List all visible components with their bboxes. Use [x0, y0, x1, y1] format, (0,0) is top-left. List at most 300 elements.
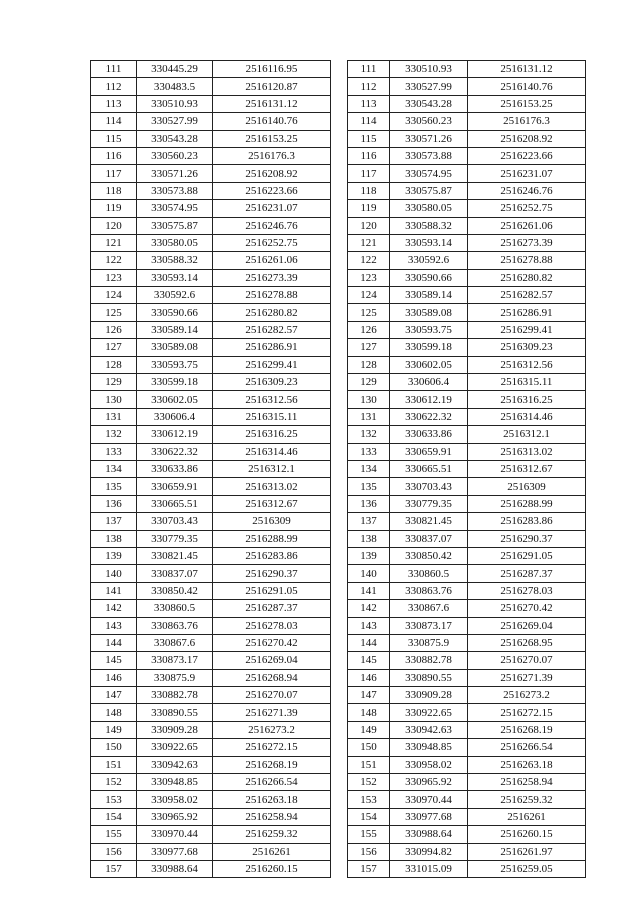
y-coordinate-cell: 2516291.05	[468, 547, 586, 564]
point-number-cell: 116	[91, 147, 137, 164]
y-coordinate-cell: 2516312.1	[468, 426, 586, 443]
point-number-cell: 151	[91, 756, 137, 773]
point-number-cell: 128	[348, 356, 390, 373]
x-coordinate-cell: 330590.66	[137, 304, 213, 321]
x-coordinate-cell: 330599.18	[137, 374, 213, 391]
point-number-cell: 119	[348, 200, 390, 217]
table-row	[91, 756, 331, 773]
y-coordinate-cell: 2516309.23	[468, 339, 586, 356]
table-row	[91, 565, 331, 582]
table-row	[91, 600, 331, 617]
point-number-cell: 112	[91, 78, 137, 95]
table-row	[348, 426, 586, 443]
x-coordinate-cell: 330665.51	[390, 460, 468, 477]
table-row	[348, 791, 586, 808]
y-coordinate-cell: 2516312.56	[468, 356, 586, 373]
table-row	[91, 269, 331, 286]
table-row	[91, 843, 331, 860]
point-number-cell: 120	[348, 217, 390, 234]
y-coordinate-cell: 2516312.56	[213, 391, 331, 408]
y-coordinate-cell: 2516268.19	[213, 756, 331, 773]
table-row	[91, 234, 331, 251]
x-coordinate-cell: 330703.43	[137, 513, 213, 530]
x-coordinate-cell: 330588.32	[137, 252, 213, 269]
table-row	[91, 513, 331, 530]
point-number-cell: 114	[91, 113, 137, 130]
point-number-cell: 143	[348, 617, 390, 634]
table-row	[91, 78, 331, 95]
x-coordinate-cell: 330922.65	[390, 704, 468, 721]
y-coordinate-cell: 2516176.3	[468, 113, 586, 130]
point-number-cell: 123	[348, 269, 390, 286]
y-coordinate-cell: 2516153.25	[468, 95, 586, 112]
point-number-cell: 157	[91, 860, 137, 877]
table-row	[348, 495, 586, 512]
point-number-cell: 142	[348, 600, 390, 617]
point-number-cell: 151	[348, 756, 390, 773]
y-coordinate-cell: 2516153.25	[213, 130, 331, 147]
x-coordinate-cell: 330589.14	[137, 321, 213, 338]
x-coordinate-cell: 330970.44	[137, 826, 213, 843]
x-coordinate-cell: 330593.14	[390, 234, 468, 251]
y-coordinate-cell: 2516280.82	[468, 269, 586, 286]
y-coordinate-cell: 2516290.37	[468, 530, 586, 547]
x-coordinate-cell: 330589.08	[137, 339, 213, 356]
x-coordinate-cell: 330543.28	[137, 130, 213, 147]
y-coordinate-cell: 2516273.2	[213, 721, 331, 738]
point-number-cell: 116	[348, 147, 390, 164]
table-row	[348, 721, 586, 738]
point-number-cell: 131	[348, 408, 390, 425]
x-coordinate-cell: 330527.99	[390, 78, 468, 95]
x-coordinate-cell: 330948.85	[137, 774, 213, 791]
y-coordinate-cell: 2516278.88	[213, 287, 331, 304]
y-coordinate-cell: 2516246.76	[213, 217, 331, 234]
y-coordinate-cell: 2516312.67	[468, 460, 586, 477]
y-coordinate-cell: 2516315.11	[213, 408, 331, 425]
x-coordinate-cell: 330602.05	[390, 356, 468, 373]
x-coordinate-cell: 330821.45	[390, 513, 468, 530]
table-row	[91, 217, 331, 234]
x-coordinate-cell: 330633.86	[390, 426, 468, 443]
y-coordinate-cell: 2516261.97	[468, 843, 586, 860]
x-coordinate-cell: 330589.14	[390, 287, 468, 304]
x-coordinate-cell: 330571.26	[390, 130, 468, 147]
y-coordinate-cell: 2516120.87	[213, 78, 331, 95]
point-number-cell: 119	[91, 200, 137, 217]
point-number-cell: 157	[348, 860, 390, 877]
point-number-cell: 132	[348, 426, 390, 443]
y-coordinate-cell: 2516273.39	[213, 269, 331, 286]
x-coordinate-cell: 330612.19	[390, 391, 468, 408]
point-number-cell: 121	[348, 234, 390, 251]
x-coordinate-cell: 330867.6	[390, 600, 468, 617]
point-number-cell: 149	[91, 721, 137, 738]
table-row	[348, 582, 586, 599]
table-row	[348, 513, 586, 530]
x-coordinate-cell: 330574.95	[390, 165, 468, 182]
x-coordinate-cell: 330593.75	[390, 321, 468, 338]
point-number-cell: 142	[91, 600, 137, 617]
y-coordinate-cell: 2516261.06	[213, 252, 331, 269]
point-number-cell: 154	[348, 808, 390, 825]
point-number-cell: 147	[91, 687, 137, 704]
point-number-cell: 145	[91, 652, 137, 669]
table-row	[91, 808, 331, 825]
point-number-cell: 141	[348, 582, 390, 599]
y-coordinate-cell: 2516312.67	[213, 495, 331, 512]
point-number-cell: 155	[348, 826, 390, 843]
x-coordinate-cell: 330909.28	[390, 687, 468, 704]
x-coordinate-cell: 330606.4	[390, 374, 468, 391]
table-row	[91, 356, 331, 373]
x-coordinate-cell: 330970.44	[390, 791, 468, 808]
table-row	[348, 460, 586, 477]
x-coordinate-cell: 330580.05	[137, 234, 213, 251]
x-coordinate-cell: 330659.91	[390, 443, 468, 460]
table-row	[348, 774, 586, 791]
table-row	[91, 321, 331, 338]
coordinate-table-left	[90, 60, 331, 878]
y-coordinate-cell: 2516131.12	[468, 61, 586, 78]
y-coordinate-cell: 2516223.66	[468, 147, 586, 164]
table-row	[91, 460, 331, 477]
table-row	[348, 443, 586, 460]
table-row	[348, 739, 586, 756]
point-number-cell: 123	[91, 269, 137, 286]
x-coordinate-cell: 330622.32	[390, 408, 468, 425]
table-row	[91, 408, 331, 425]
point-number-cell: 137	[91, 513, 137, 530]
point-number-cell: 143	[91, 617, 137, 634]
table-row	[348, 826, 586, 843]
x-coordinate-cell: 330821.45	[137, 547, 213, 564]
y-coordinate-cell: 2516278.03	[213, 617, 331, 634]
y-coordinate-cell: 2516223.66	[213, 182, 331, 199]
table-row	[91, 478, 331, 495]
y-coordinate-cell: 2516283.86	[468, 513, 586, 530]
table-row	[348, 408, 586, 425]
point-number-cell: 139	[348, 547, 390, 564]
table-row	[91, 182, 331, 199]
point-number-cell: 132	[91, 426, 137, 443]
x-coordinate-cell: 330560.23	[390, 113, 468, 130]
y-coordinate-cell: 2516283.86	[213, 547, 331, 564]
y-coordinate-cell: 2516282.57	[213, 321, 331, 338]
x-coordinate-cell: 330958.02	[137, 791, 213, 808]
point-number-cell: 134	[91, 460, 137, 477]
table-row	[348, 478, 586, 495]
y-coordinate-cell: 2516272.15	[468, 704, 586, 721]
table-row	[91, 634, 331, 651]
y-coordinate-cell: 2516309.23	[213, 374, 331, 391]
point-number-cell: 152	[348, 774, 390, 791]
y-coordinate-cell: 2516140.76	[213, 113, 331, 130]
y-coordinate-cell: 2516309	[213, 513, 331, 530]
table-row	[91, 200, 331, 217]
y-coordinate-cell: 2516278.88	[468, 252, 586, 269]
x-coordinate-cell: 330510.93	[137, 95, 213, 112]
y-coordinate-cell: 2516313.02	[213, 478, 331, 495]
table-row	[91, 704, 331, 721]
table-row	[348, 182, 586, 199]
point-number-cell: 148	[91, 704, 137, 721]
x-coordinate-cell: 330863.76	[390, 582, 468, 599]
point-number-cell: 114	[348, 113, 390, 130]
point-number-cell: 122	[348, 252, 390, 269]
point-number-cell: 128	[91, 356, 137, 373]
y-coordinate-cell: 2516270.42	[468, 600, 586, 617]
y-coordinate-cell: 2516309	[468, 478, 586, 495]
point-number-cell: 150	[91, 739, 137, 756]
y-coordinate-cell: 2516288.99	[213, 530, 331, 547]
y-coordinate-cell: 2516271.39	[213, 704, 331, 721]
table-row	[348, 130, 586, 147]
y-coordinate-cell: 2516231.07	[213, 200, 331, 217]
table-row	[91, 304, 331, 321]
x-coordinate-cell: 330599.18	[390, 339, 468, 356]
table-row	[91, 113, 331, 130]
point-number-cell: 136	[348, 495, 390, 512]
y-coordinate-cell: 2516231.07	[468, 165, 586, 182]
y-coordinate-cell: 2516278.03	[468, 582, 586, 599]
point-number-cell: 134	[348, 460, 390, 477]
x-coordinate-cell: 330890.55	[390, 669, 468, 686]
point-number-cell: 117	[91, 165, 137, 182]
y-coordinate-cell: 2516270.07	[468, 652, 586, 669]
table-row	[348, 321, 586, 338]
point-number-cell: 135	[348, 478, 390, 495]
point-number-cell: 118	[348, 182, 390, 199]
y-coordinate-cell: 2516290.37	[213, 565, 331, 582]
point-number-cell: 136	[91, 495, 137, 512]
point-number-cell: 127	[348, 339, 390, 356]
x-coordinate-cell: 330875.9	[390, 634, 468, 651]
point-number-cell: 148	[348, 704, 390, 721]
point-number-cell: 156	[348, 843, 390, 860]
y-coordinate-cell: 2516260.15	[468, 826, 586, 843]
table-row	[91, 426, 331, 443]
table-row	[348, 843, 586, 860]
x-coordinate-cell: 330875.9	[137, 669, 213, 686]
y-coordinate-cell: 2516286.91	[213, 339, 331, 356]
point-number-cell: 149	[348, 721, 390, 738]
x-coordinate-cell: 330988.64	[390, 826, 468, 843]
table-row	[348, 356, 586, 373]
table-row	[91, 721, 331, 738]
table-row	[91, 61, 331, 78]
x-coordinate-cell: 331015.09	[390, 860, 468, 877]
y-coordinate-cell: 2516299.41	[468, 321, 586, 338]
y-coordinate-cell: 2516269.04	[468, 617, 586, 634]
x-coordinate-cell: 330948.85	[390, 739, 468, 756]
point-number-cell: 135	[91, 478, 137, 495]
y-coordinate-cell: 2516313.02	[468, 443, 586, 460]
y-coordinate-cell: 2516287.37	[213, 600, 331, 617]
y-coordinate-cell: 2516268.95	[468, 634, 586, 651]
point-number-cell: 150	[348, 739, 390, 756]
y-coordinate-cell: 2516259.05	[468, 860, 586, 877]
x-coordinate-cell: 330588.32	[390, 217, 468, 234]
y-coordinate-cell: 2516315.11	[468, 374, 586, 391]
x-coordinate-cell: 330890.55	[137, 704, 213, 721]
table-row	[91, 530, 331, 547]
x-coordinate-cell: 330560.23	[137, 147, 213, 164]
y-coordinate-cell: 2516261	[213, 843, 331, 860]
x-coordinate-cell: 330580.05	[390, 200, 468, 217]
x-coordinate-cell: 330510.93	[390, 61, 468, 78]
point-number-cell: 118	[91, 182, 137, 199]
table-row	[91, 287, 331, 304]
y-coordinate-cell: 2516116.95	[213, 61, 331, 78]
y-coordinate-cell: 2516268.94	[213, 669, 331, 686]
table-row	[91, 130, 331, 147]
table-row	[91, 860, 331, 877]
point-number-cell: 126	[348, 321, 390, 338]
table-row	[348, 652, 586, 669]
point-number-cell: 112	[348, 78, 390, 95]
point-number-cell: 125	[348, 304, 390, 321]
point-number-cell: 133	[91, 443, 137, 460]
table-row	[91, 147, 331, 164]
x-coordinate-cell: 330590.66	[390, 269, 468, 286]
x-coordinate-cell: 330602.05	[137, 391, 213, 408]
x-coordinate-cell: 330612.19	[137, 426, 213, 443]
point-number-cell: 138	[348, 530, 390, 547]
y-coordinate-cell: 2516314.46	[468, 408, 586, 425]
table-row	[348, 669, 586, 686]
table-row	[91, 374, 331, 391]
x-coordinate-cell: 330837.07	[137, 565, 213, 582]
point-number-cell: 111	[348, 61, 390, 78]
x-coordinate-cell: 330922.65	[137, 739, 213, 756]
table-row	[348, 165, 586, 182]
x-coordinate-cell: 330593.14	[137, 269, 213, 286]
y-coordinate-cell: 2516176.3	[213, 147, 331, 164]
table-row	[348, 634, 586, 651]
point-number-cell: 144	[348, 634, 390, 651]
point-number-cell: 138	[91, 530, 137, 547]
table-row	[91, 547, 331, 564]
table-row	[348, 860, 586, 877]
point-number-cell: 153	[91, 791, 137, 808]
x-coordinate-cell: 330779.35	[137, 530, 213, 547]
point-number-cell: 153	[348, 791, 390, 808]
y-coordinate-cell: 2516270.07	[213, 687, 331, 704]
table-row	[348, 617, 586, 634]
x-coordinate-cell: 330606.4	[137, 408, 213, 425]
x-coordinate-cell: 330593.75	[137, 356, 213, 373]
y-coordinate-cell: 2516280.82	[213, 304, 331, 321]
y-coordinate-cell: 2516288.99	[468, 495, 586, 512]
table-row	[348, 304, 586, 321]
table-row	[91, 687, 331, 704]
point-number-cell: 156	[91, 843, 137, 860]
point-number-cell: 115	[91, 130, 137, 147]
table-row	[348, 61, 586, 78]
table-row	[348, 217, 586, 234]
y-coordinate-cell: 2516286.91	[468, 304, 586, 321]
table-row	[91, 617, 331, 634]
point-number-cell: 124	[91, 287, 137, 304]
table-row	[348, 530, 586, 547]
point-number-cell: 145	[348, 652, 390, 669]
y-coordinate-cell: 2516314.46	[213, 443, 331, 460]
y-coordinate-cell: 2516260.15	[213, 860, 331, 877]
x-coordinate-cell: 330571.26	[137, 165, 213, 182]
x-coordinate-cell: 330483.5	[137, 78, 213, 95]
coordinate-table-right	[347, 60, 586, 878]
table-row	[348, 287, 586, 304]
y-coordinate-cell: 2516273.39	[468, 234, 586, 251]
point-number-cell: 137	[348, 513, 390, 530]
table-row	[348, 113, 586, 130]
y-coordinate-cell: 2516266.54	[213, 774, 331, 791]
x-coordinate-cell: 330909.28	[137, 721, 213, 738]
y-coordinate-cell: 2516287.37	[468, 565, 586, 582]
table-row	[91, 669, 331, 686]
point-number-cell: 113	[348, 95, 390, 112]
x-coordinate-cell: 330573.88	[390, 147, 468, 164]
x-coordinate-cell: 330873.17	[390, 617, 468, 634]
point-number-cell: 125	[91, 304, 137, 321]
x-coordinate-cell: 330850.42	[390, 547, 468, 564]
y-coordinate-cell: 2516291.05	[213, 582, 331, 599]
x-coordinate-cell: 330860.5	[390, 565, 468, 582]
y-coordinate-cell: 2516272.15	[213, 739, 331, 756]
point-number-cell: 146	[91, 669, 137, 686]
x-coordinate-cell: 330574.95	[137, 200, 213, 217]
table-row	[91, 826, 331, 843]
y-coordinate-cell: 2516259.32	[468, 791, 586, 808]
x-coordinate-cell: 330837.07	[390, 530, 468, 547]
table-row	[348, 200, 586, 217]
point-number-cell: 113	[91, 95, 137, 112]
y-coordinate-cell: 2516259.32	[213, 826, 331, 843]
x-coordinate-cell: 330867.6	[137, 634, 213, 651]
table-row	[91, 165, 331, 182]
table-row	[348, 339, 586, 356]
point-number-cell: 131	[91, 408, 137, 425]
point-number-cell: 121	[91, 234, 137, 251]
table-row	[91, 495, 331, 512]
point-number-cell: 140	[348, 565, 390, 582]
point-number-cell: 120	[91, 217, 137, 234]
x-coordinate-cell: 330965.92	[137, 808, 213, 825]
point-number-cell: 111	[91, 61, 137, 78]
coordinate-table-right-body	[348, 61, 586, 878]
y-coordinate-cell: 2516269.04	[213, 652, 331, 669]
x-coordinate-cell: 330958.02	[390, 756, 468, 773]
point-number-cell: 146	[348, 669, 390, 686]
x-coordinate-cell: 330592.6	[137, 287, 213, 304]
y-coordinate-cell: 2516258.94	[468, 774, 586, 791]
x-coordinate-cell: 330445.29	[137, 61, 213, 78]
table-row	[91, 774, 331, 791]
y-coordinate-cell: 2516261	[468, 808, 586, 825]
table-row	[348, 687, 586, 704]
x-coordinate-cell: 330994.82	[390, 843, 468, 860]
y-coordinate-cell: 2516208.92	[213, 165, 331, 182]
table-row	[91, 739, 331, 756]
x-coordinate-cell: 330965.92	[390, 774, 468, 791]
table-row	[348, 547, 586, 564]
y-coordinate-cell: 2516266.54	[468, 739, 586, 756]
point-number-cell: 129	[91, 374, 137, 391]
x-coordinate-cell: 330543.28	[390, 95, 468, 112]
table-row	[91, 95, 331, 112]
y-coordinate-cell: 2516268.19	[468, 721, 586, 738]
